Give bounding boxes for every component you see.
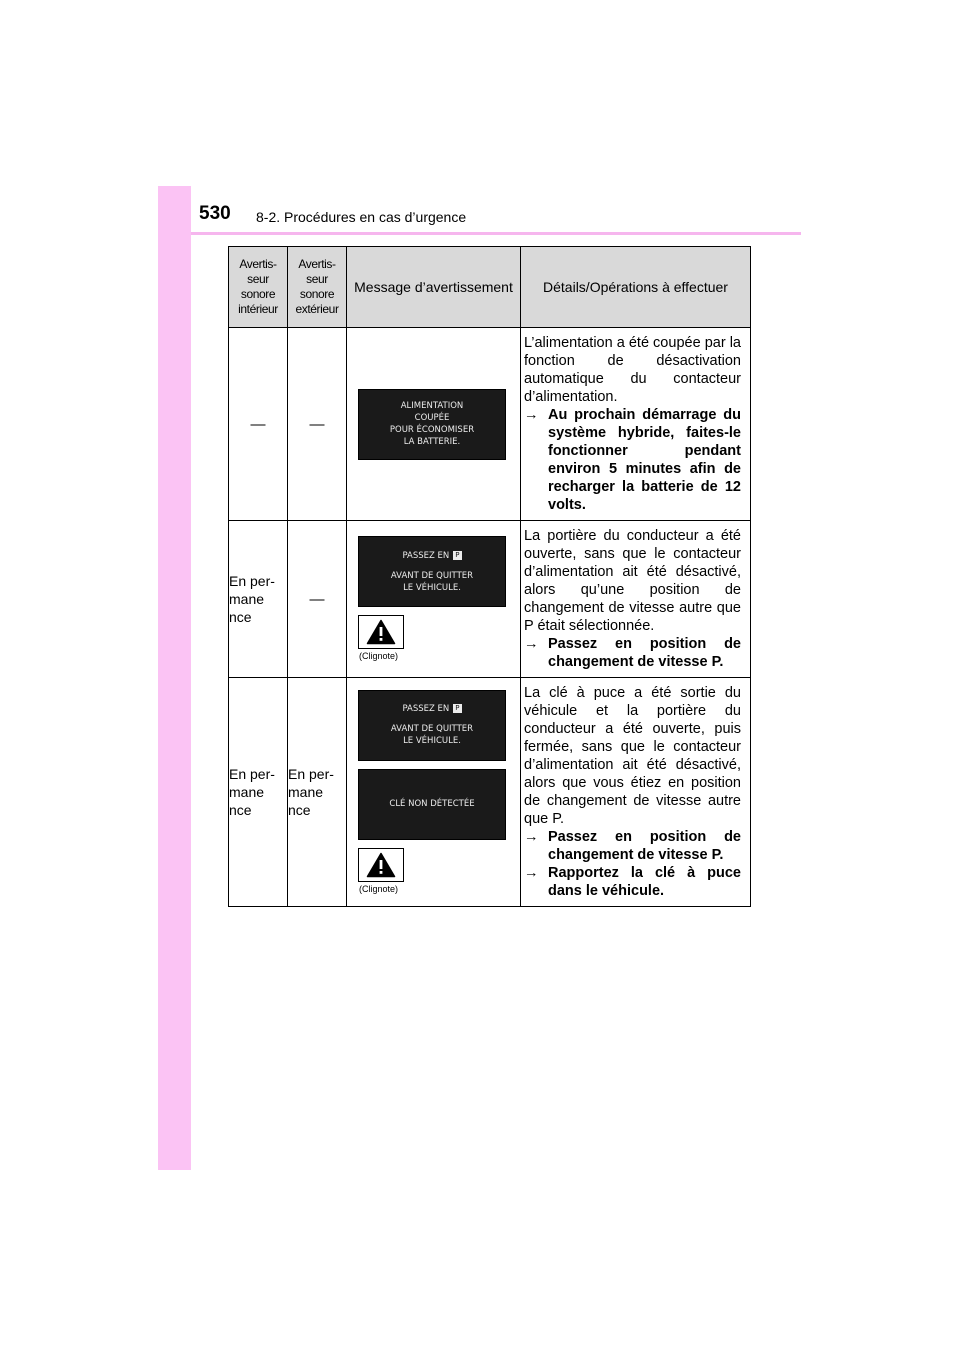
warning-triangle-icon <box>366 619 396 645</box>
arrow-right-icon: → <box>524 829 539 845</box>
warning-triangle-icon <box>366 852 396 878</box>
external-buzzer-cell: — <box>288 328 347 521</box>
table-row <box>229 521 751 678</box>
warning-table <box>228 246 751 907</box>
internal-buzzer-cell: — <box>229 328 288 521</box>
section-title: 8-2. Procédures en cas d’urgence <box>256 209 467 225</box>
internal-buzzer-cell: En per-mane nce <box>229 521 288 678</box>
action-item: → Passez en position de changement de vitesse P. <box>524 829 741 863</box>
warning-light <box>358 615 404 649</box>
table-row <box>229 678 751 907</box>
action-item: → Rapportez la clé à puce dans le véhicule. <box>524 865 741 899</box>
display-screen: CLÉ NON DÉTECTÉE <box>358 769 506 840</box>
message-cell <box>347 678 521 907</box>
gear-p-badge: P <box>455 704 460 712</box>
warning-light <box>358 848 404 882</box>
external-buzzer-cell: — <box>288 521 347 678</box>
action-item: → Au prochain démarrage du système hybride, faites-le fonctionner pendant environ 5 minutes afin de recharger la batterie de 12 volts. <box>524 407 741 513</box>
arrow-right-icon: → <box>524 636 539 652</box>
details-text: La portière du conducteur a été ouverte, sans que le contacteur d’alimentation ait été désactivé, alors qu’une position de changement de vitesse autre que P était sélectionnée. <box>524 528 741 634</box>
arrow-right-icon: → <box>524 407 539 423</box>
message-cell <box>347 328 521 521</box>
table-header-row <box>229 247 751 328</box>
details-text: La clé à puce a été sortie du véhicule et la portière du conducteur a été ouverte, puis fermée, sans que le contacteur d’alimentation ait été désactivé, alors que vous étiez en position de changement de vitesse autre que P. <box>524 685 741 827</box>
header-details: Détails/Opérations à effectuer <box>521 247 751 328</box>
page-number: 530 <box>199 203 231 224</box>
header-external-buzzer: Avertis-seur sonore extérieur <box>288 247 347 328</box>
action-item: → Passez en position de changement de vitesse P. <box>524 636 741 670</box>
external-buzzer-cell: En per-mane nce <box>288 678 347 907</box>
arrow-right-icon: → <box>524 865 539 881</box>
gear-p-badge: P <box>455 550 460 559</box>
blink-label: (Clignote) <box>359 883 399 894</box>
details-text: L’alimentation a été coupée par la fonction de désactivation automatique du contacteur d’alimentation. <box>524 335 741 405</box>
header-warning-message: Message d’avertissement <box>347 247 521 328</box>
details-cell <box>521 328 751 521</box>
details-cell <box>521 678 751 907</box>
blink-label: (Clignote) <box>359 651 399 661</box>
section-tab-sidebar <box>158 186 191 1170</box>
message-cell <box>347 521 521 678</box>
header-divider <box>191 232 801 235</box>
details-cell <box>521 521 751 678</box>
internal-buzzer-cell: En per-mane nce <box>229 678 288 907</box>
table-row <box>229 328 751 521</box>
display-screen: ALIMENTATION COUPÉE POUR ÉCONOMISER LA BATTERIE. <box>358 389 506 460</box>
header-internal-buzzer: Avertis-seur sonore intérieur <box>229 247 288 328</box>
display-screen: PASSEZ EN P AVANT DE QUITTER LE VÉHICULE. <box>358 690 506 761</box>
display-screen: PASSEZ EN P AVANT DE QUITTER LE VÉHICULE. <box>358 536 506 607</box>
